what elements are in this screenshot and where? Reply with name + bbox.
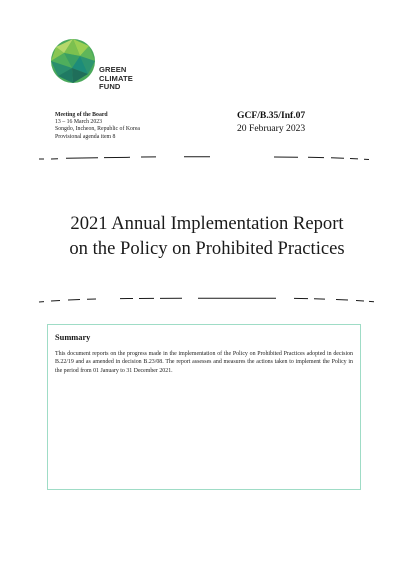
globe-logo-icon xyxy=(50,38,96,84)
document-date: 20 February 2023 xyxy=(237,123,306,134)
document-info xyxy=(237,110,305,135)
meeting-info xyxy=(55,112,140,141)
logo-line-fund: FUND xyxy=(99,82,121,92)
meeting-heading: Meeting of the Board xyxy=(55,112,108,118)
logo-line-green: GREEN xyxy=(99,65,127,74)
meeting-location: Songdo, Incheon, Republic of Korea xyxy=(55,126,141,133)
summary-box xyxy=(47,324,361,490)
logo-wordmark xyxy=(99,66,133,92)
divider-bottom xyxy=(38,294,378,306)
report-title xyxy=(0,211,414,261)
title-line-1: 2021 Annual Implementation Report xyxy=(70,213,344,234)
summary-heading: Summary xyxy=(55,333,91,342)
logo-line-climate: CLIMATE xyxy=(99,73,133,83)
meeting-dates: 13 – 16 March 2023 xyxy=(55,119,103,126)
divider-top xyxy=(38,152,378,164)
meeting-agenda: Provisional agenda item 8 xyxy=(55,133,116,140)
document-code: GCF/B.35/Inf.07 xyxy=(237,110,306,121)
title-line-2: on the Policy on Prohibited Practices xyxy=(69,238,345,259)
gcf-logo xyxy=(50,38,180,100)
summary-text: This document reports on the progress made in the implementation of the Policy on Prohibited Practices adopted in decision B.22/19 and as amended in decision B.23/08. The report assesses and measures the actions taken to implement the Policy in the period from 01 January to 31 December 2021. xyxy=(55,351,353,374)
